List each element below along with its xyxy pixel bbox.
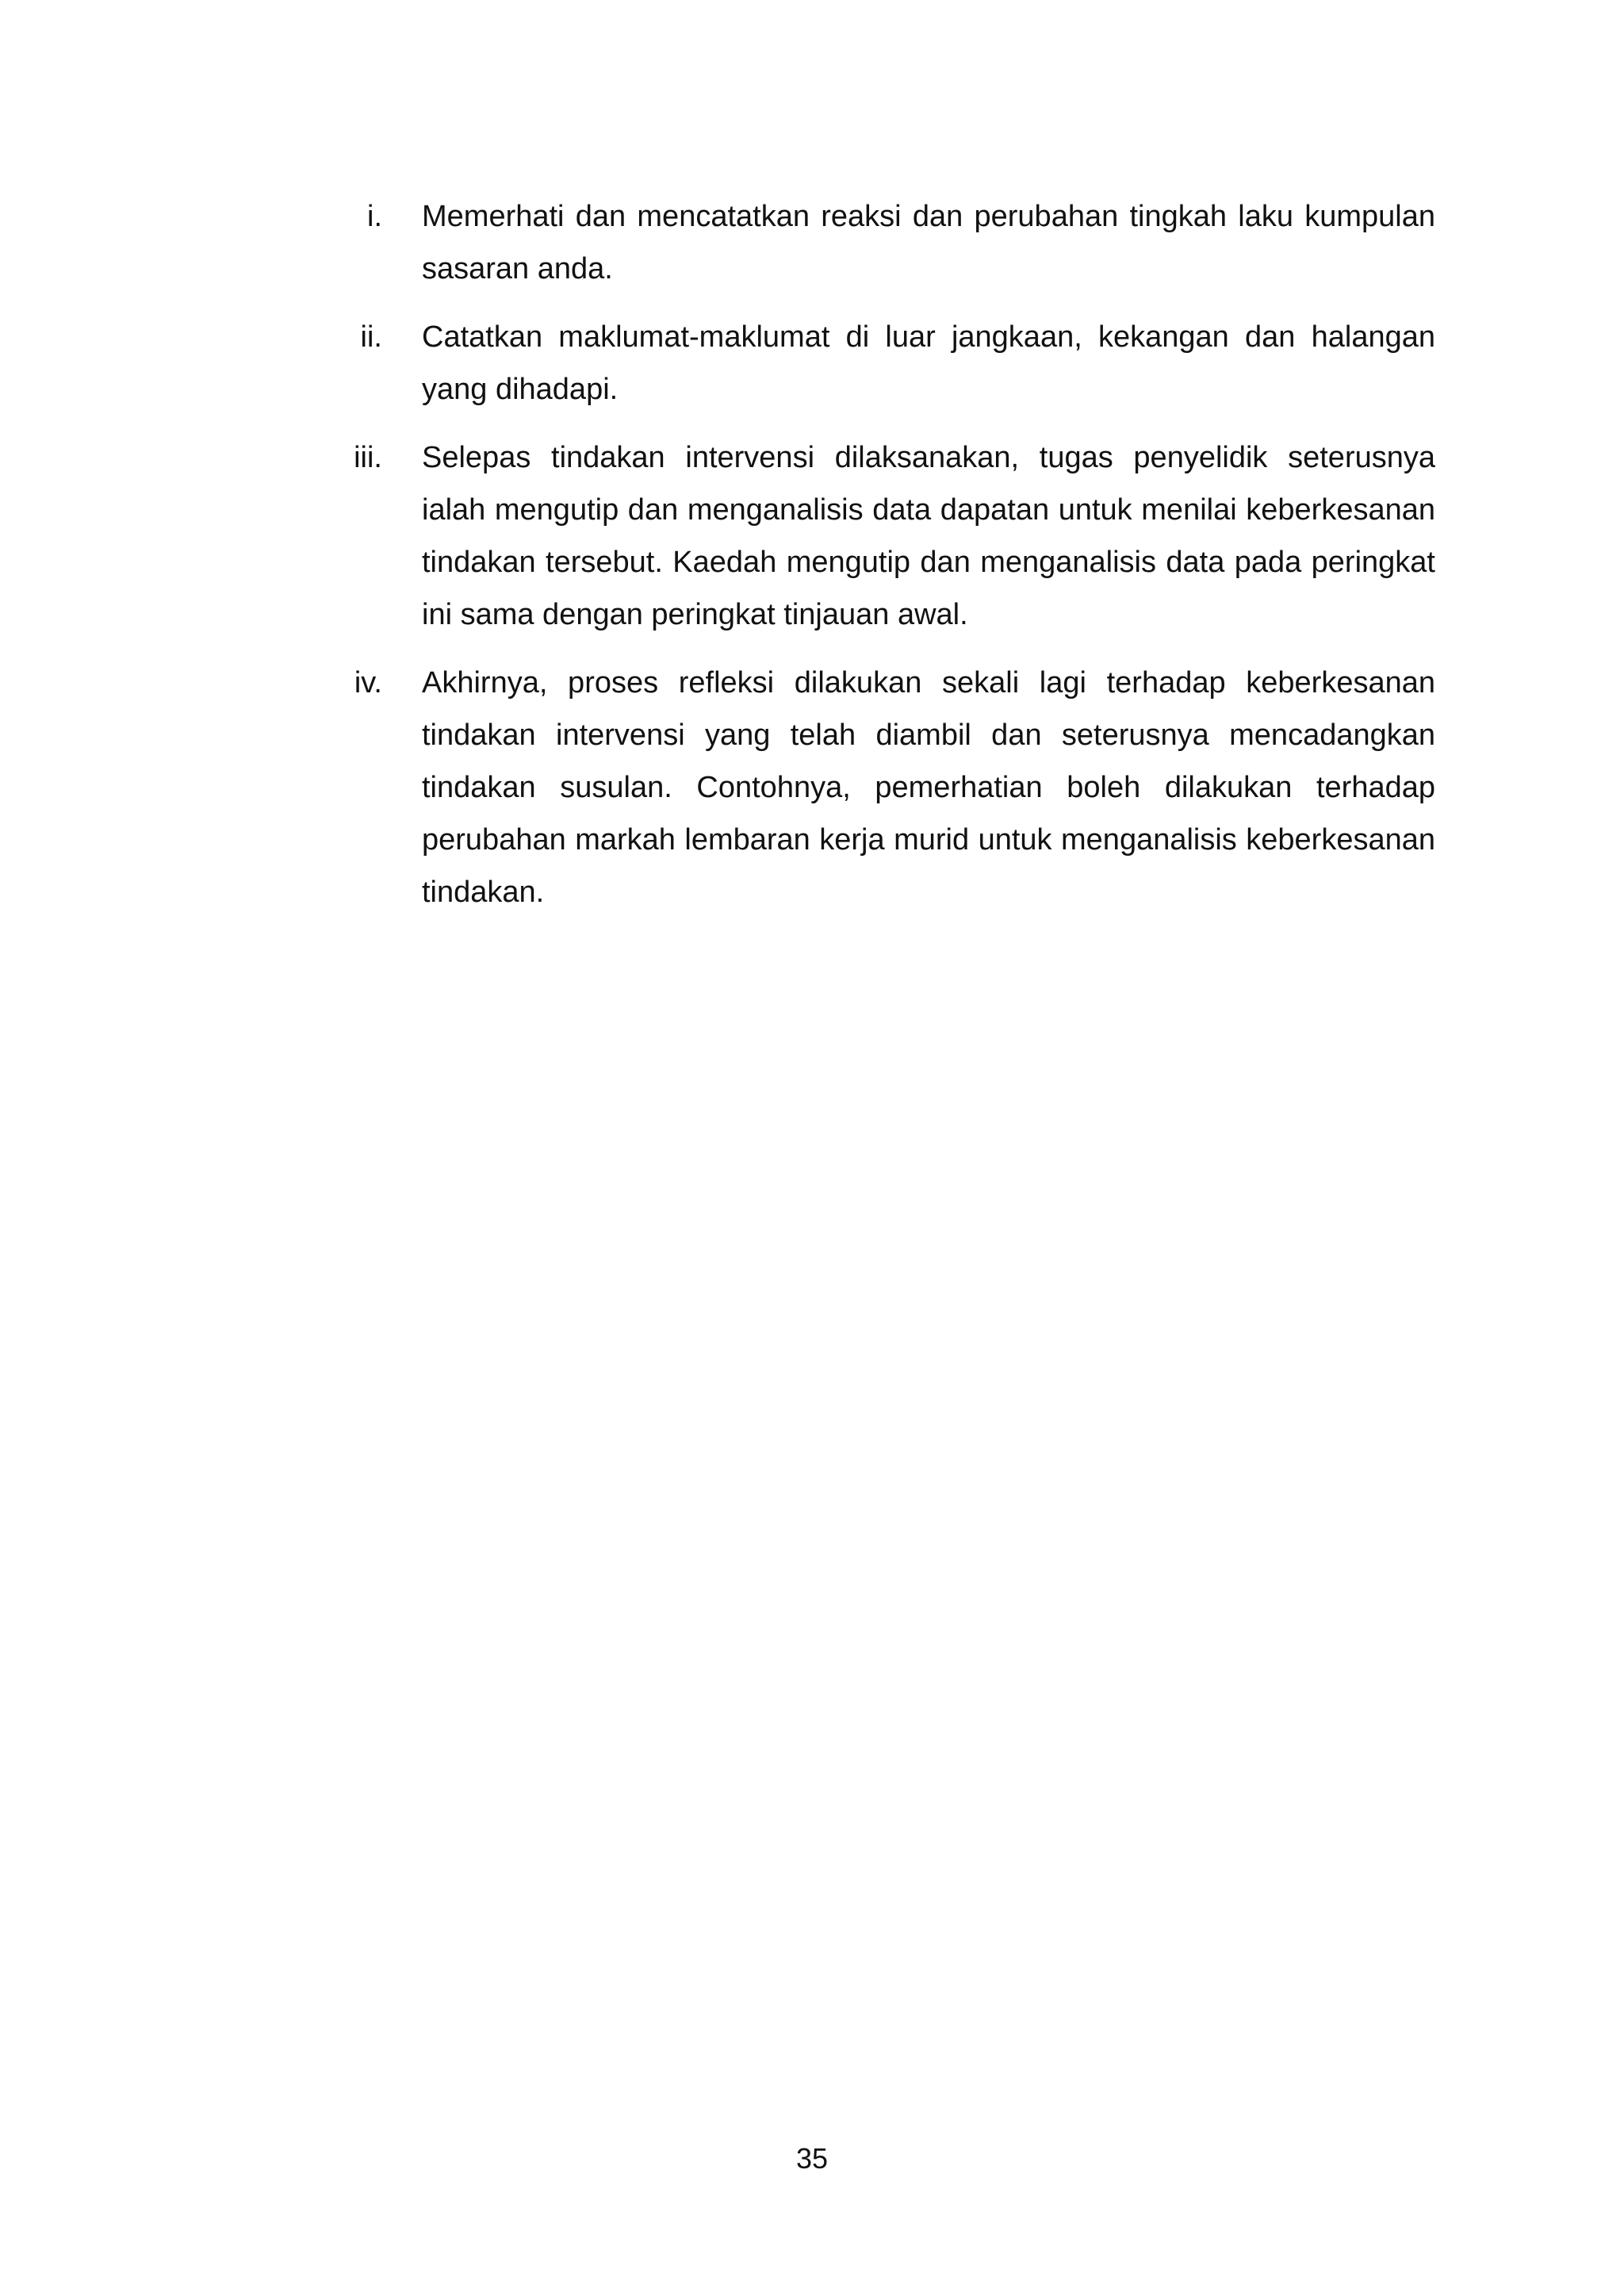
roman-numeral-list [333,190,1435,934]
list-item-text: Selepas tindakan intervensi dilaksanakan, tugas penyelidik seterusnya ialah mengutip dan menganalisis data dapatan untuk menilai keberkesanan tindakan tersebut. Kaedah mengutip dan menganalisis data pada peringkat ini sama dengan peringkat tinjauan awal. [422,441,1435,631]
list-item [333,311,1435,416]
list-item [333,190,1435,295]
list-item-text: Catatkan maklumat-maklumat di luar jangkaan, kekangan dan halangan yang dihadapi. [422,320,1435,406]
list-item-numeral: i. [367,200,382,233]
list-item-numeral: ii. [360,320,382,354]
list-item-numeral: iv. [354,666,382,700]
page-number: 35 [795,2142,829,2175]
list-item [333,657,1435,918]
list-item-numeral: iii. [354,441,382,474]
list-item-text: Memerhati dan mencatatkan reaksi dan perubahan tingkah laku kumpulan sasaran anda. [422,200,1435,286]
list-item-text: Akhirnya, proses refleksi dilakukan sekali lagi terhadap keberkesanan tindakan intervensi yang telah diambil dan seterusnya mencadangkan tindakan susulan. Contohnya, pemerhatian boleh dilakukan terhadap perubahan markah lembaran kerja murid untuk menganalisis keberkesanan tindakan. [422,666,1435,909]
list-item [333,431,1435,641]
